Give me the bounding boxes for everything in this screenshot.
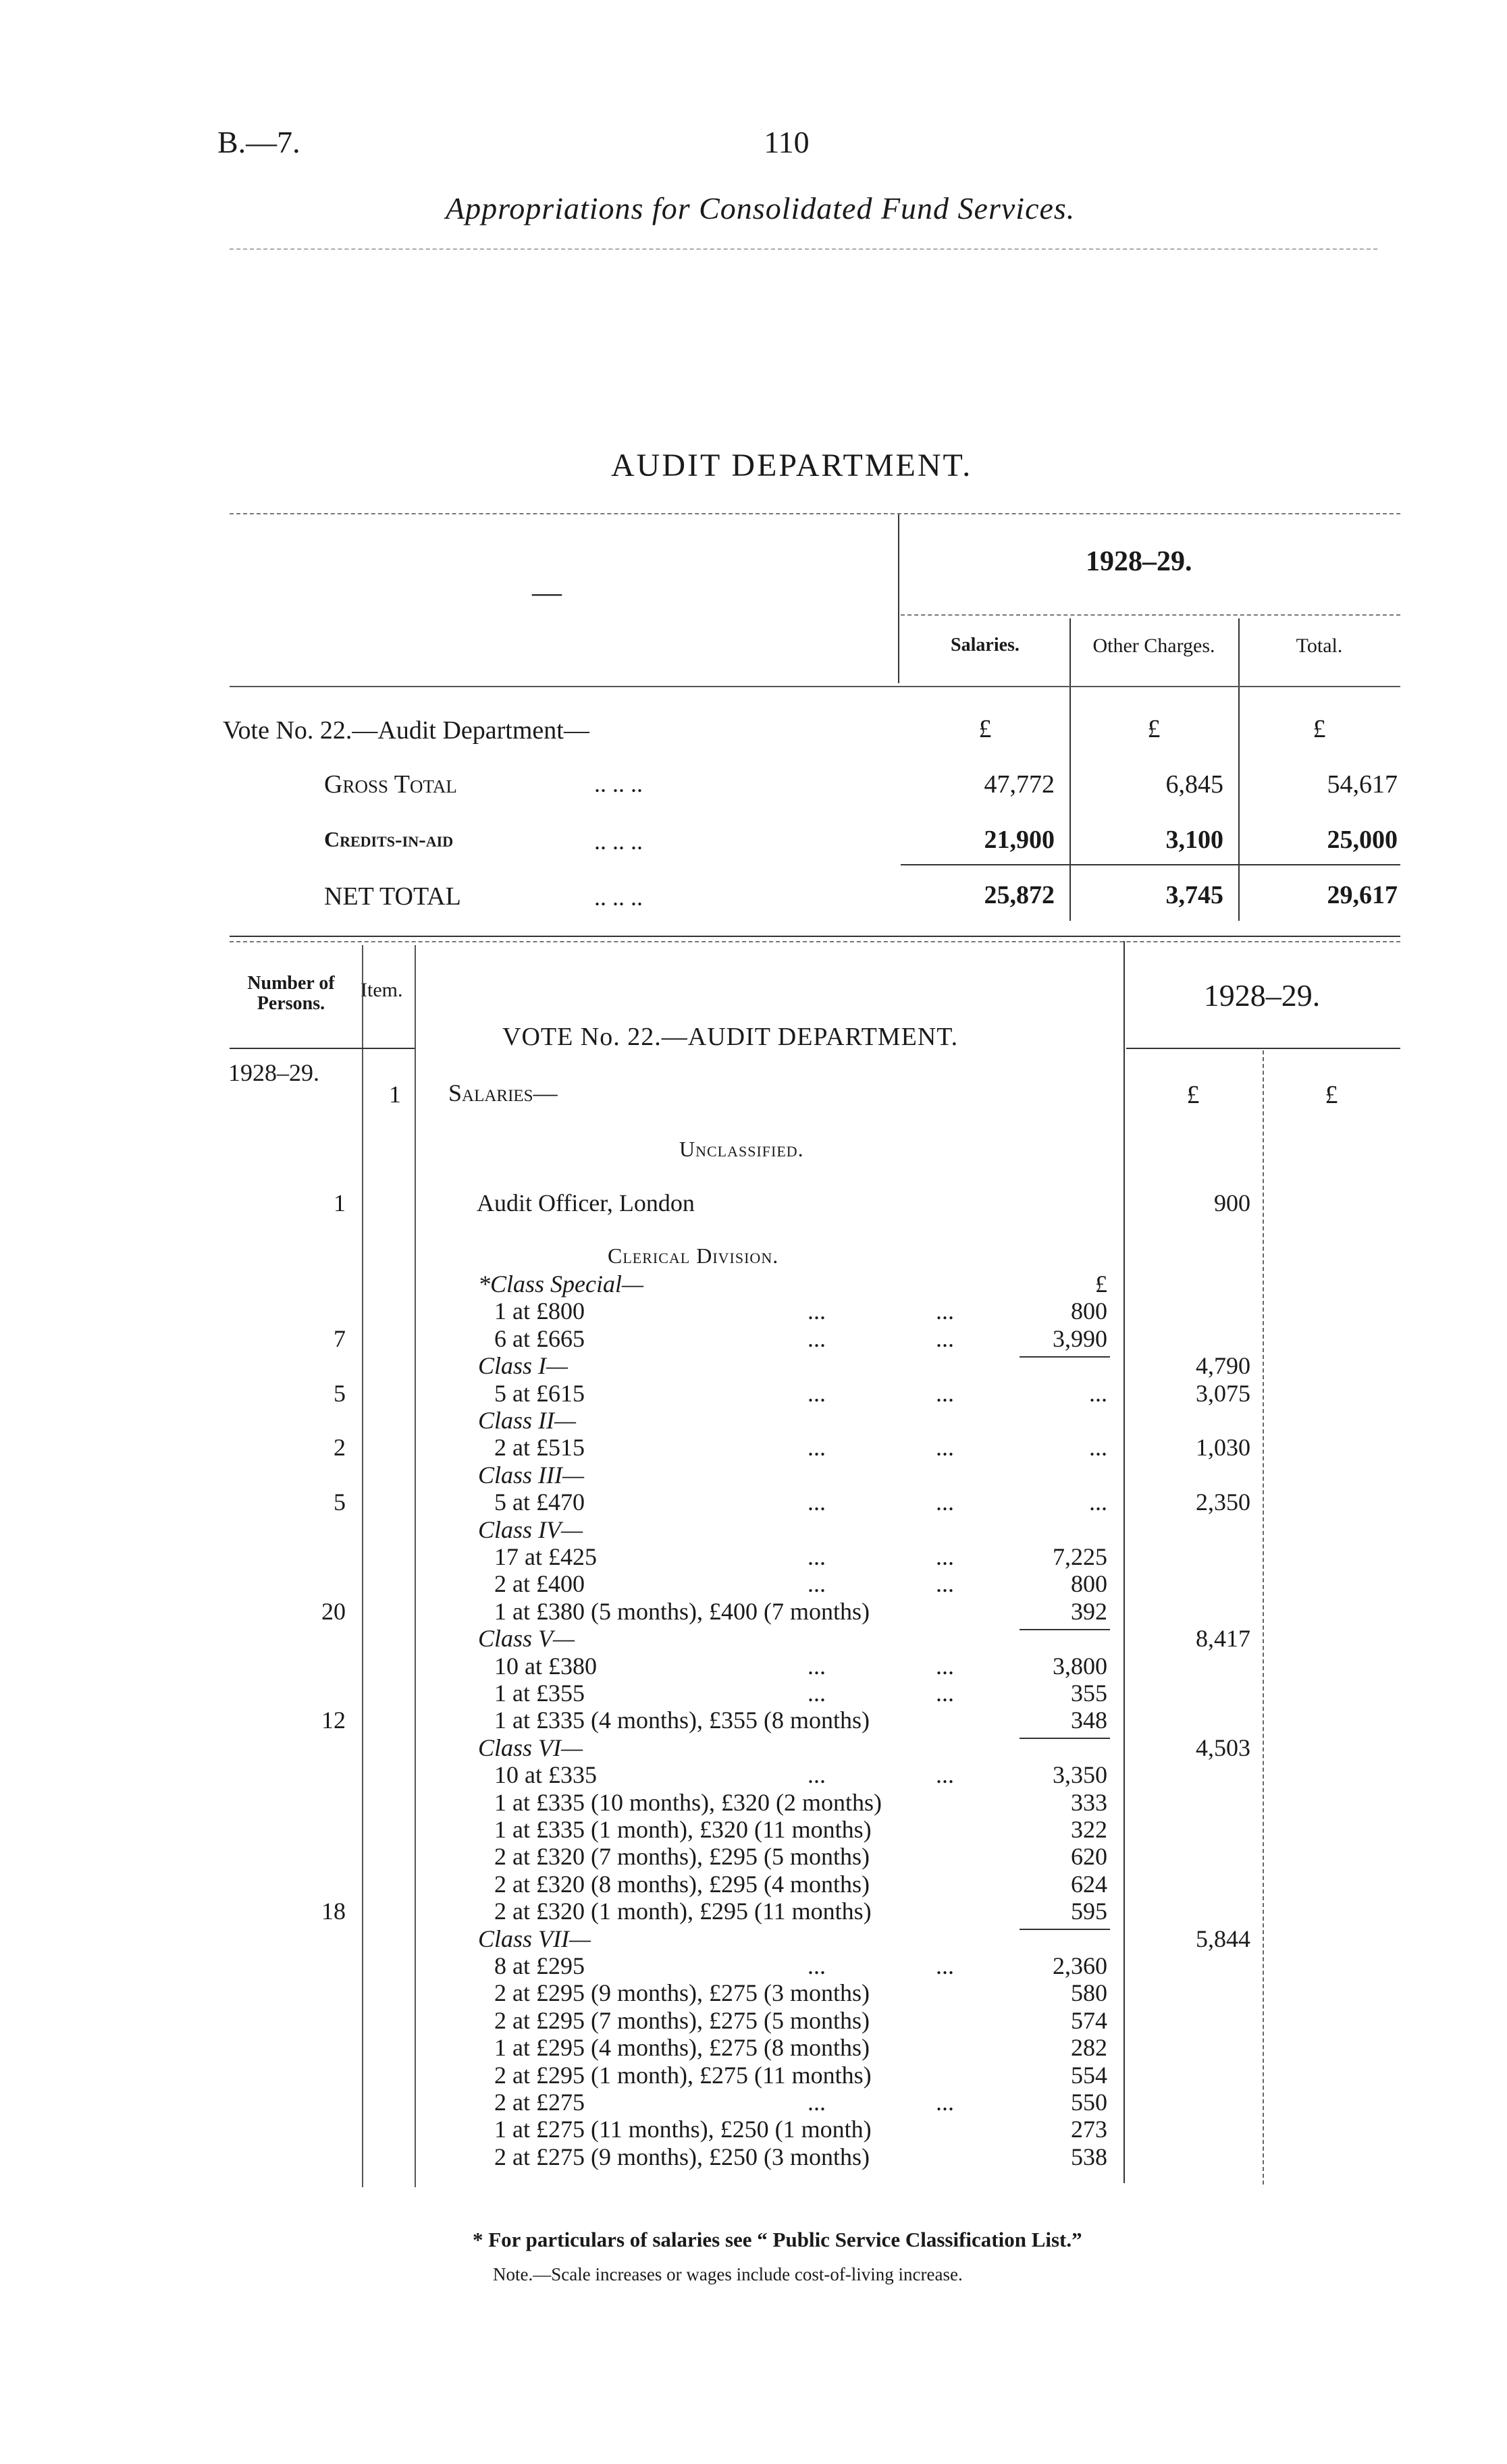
salary-line-text: 17 at £425 — [494, 1543, 597, 1570]
currency-total: £ — [1313, 715, 1326, 743]
salary-line-text: 2 at £320 (7 months), £295 (5 months) — [494, 1843, 870, 1871]
summary-leader: .. .. .. — [594, 828, 643, 855]
clerical-heading: Clerical Division. — [608, 1243, 779, 1268]
leader-dots: ... — [808, 1570, 826, 1598]
leader-dots: ... — [808, 1379, 826, 1407]
inner-amount: 355 — [1071, 1680, 1107, 1707]
currency-salaries: £ — [978, 715, 992, 743]
inner-amount: 574 — [1071, 2006, 1107, 2034]
inner-amount: 273 — [1071, 2116, 1107, 2143]
leader-dots: ... — [808, 1434, 826, 1462]
salary-line-text: 1 at £335 (10 months), £320 (2 months) — [494, 1788, 882, 1816]
department-title: AUDIT DEPARTMENT. — [611, 448, 973, 483]
total-amount: 1,030 — [1196, 1434, 1250, 1462]
persons-count: 18 — [321, 1898, 346, 1925]
salary-line-text: 2 at £295 (9 months), £275 (3 months) — [494, 1979, 870, 2007]
currency-other: £ — [1147, 715, 1161, 743]
salary-line-text: 1 at £800 — [494, 1297, 585, 1325]
salary-line-text: 8 at £295 — [494, 1952, 585, 1979]
class-heading: *Class Special— — [478, 1270, 644, 1297]
inner-amount: 3,350 — [1053, 1761, 1107, 1789]
persons-header-rule — [230, 1048, 415, 1049]
total-amount: 8,417 — [1196, 1625, 1250, 1653]
subtotal-rule — [1020, 1738, 1110, 1739]
inner-amount: 595 — [1071, 1898, 1107, 1925]
total-amount: 4,790 — [1196, 1352, 1250, 1380]
unclassified-heading: Unclassified. — [679, 1137, 804, 1161]
inner-amount: 624 — [1071, 1870, 1107, 1898]
credits-other: 3,100 — [1165, 826, 1223, 854]
salary-line-text: 10 at £335 — [494, 1761, 597, 1789]
class-heading: Class V— — [478, 1625, 575, 1653]
leader-dots: ... — [936, 1324, 954, 1352]
credits-salaries: 21,900 — [984, 826, 1055, 854]
inner-amount: 322 — [1071, 1816, 1107, 1843]
detail-year: 1928–29. — [1203, 978, 1321, 1013]
item-number: 1 — [389, 1081, 401, 1108]
page-ref: B.—7. — [217, 125, 300, 159]
summary-vote-label: Vote No. 22.—Audit Department— — [223, 716, 589, 745]
summary-row-label: Gross Total — [324, 770, 457, 799]
inner-amount: 538 — [1071, 2143, 1107, 2170]
class-heading: Class VII— — [478, 1925, 591, 1952]
leader-dots: ... — [936, 1570, 954, 1598]
subtotal-rule — [1020, 1929, 1110, 1930]
leader-dots: ... — [936, 1379, 954, 1407]
currency-col-1: £ — [1186, 1081, 1200, 1109]
summary-row-label: Credits-in-aid — [324, 827, 454, 851]
leader-dots: ... — [936, 1952, 954, 1979]
salary-line-text: 6 at £665 — [494, 1324, 585, 1352]
detail-top-rule — [230, 941, 1400, 942]
summary-leader: .. .. .. — [594, 770, 643, 797]
summary-row-label: NET TOTAL — [324, 882, 461, 911]
inner-amount: £ — [1095, 1270, 1107, 1297]
leader-dots: ... — [936, 2089, 954, 2116]
leader-dots: ... — [936, 1761, 954, 1789]
inner-amount: 3,800 — [1053, 1652, 1107, 1680]
total-amount: 900 — [1214, 1189, 1250, 1216]
leader-dots: ... — [936, 1652, 954, 1680]
col-salaries: Salaries. — [951, 635, 1020, 655]
salary-line-text: 1 at £335 (1 month), £320 (11 months) — [494, 1816, 872, 1843]
summary-bottom-rule — [230, 936, 1400, 937]
col-number-of-persons: Number of Persons. — [247, 973, 335, 1014]
col-total: Total. — [1296, 635, 1343, 657]
leader-dots: ... — [936, 1543, 954, 1570]
salary-line-text: 5 at £470 — [494, 1489, 585, 1516]
summary-divider — [898, 514, 899, 683]
persons-col-line — [362, 945, 363, 2187]
inner-amount: 620 — [1071, 1843, 1107, 1871]
summary-stub-dash: — — [532, 576, 562, 609]
leader-dots: ... — [808, 1652, 826, 1680]
salary-line-text: 1 at £355 — [494, 1680, 585, 1707]
footnote-classification: * For particulars of salaries see “ Public Service Classification List.” — [473, 2228, 1082, 2251]
salary-line-text: 1 at £380 (5 months), £400 (7 months) — [494, 1597, 870, 1625]
subtotal-rule — [1020, 1356, 1110, 1358]
salary-line-text: 1 at £295 (4 months), £275 (8 months) — [494, 2034, 870, 2062]
leader-dots: ... — [808, 2089, 826, 2116]
subtitle-rule — [230, 248, 1377, 250]
page-subtitle: Appropriations for Consolidated Fund Services. — [446, 191, 1076, 225]
year-col-line — [1123, 941, 1125, 2183]
gross-other: 6,845 — [1165, 770, 1223, 799]
subtotal-rule — [1020, 1629, 1110, 1630]
inner-amount: 550 — [1071, 2089, 1107, 2116]
persons-count: 7 — [334, 1324, 346, 1352]
item-col-line — [415, 945, 416, 2187]
inner-amount: 3,990 — [1053, 1324, 1107, 1352]
vote-heading: VOTE No. 22.—AUDIT DEPARTMENT. — [502, 1023, 959, 1051]
salary-line-text: 2 at £400 — [494, 1570, 585, 1598]
persons-count: 2 — [334, 1434, 346, 1462]
leader-dots: ... — [936, 1434, 954, 1462]
summary-header-rule — [230, 686, 1400, 687]
total-amount: 2,350 — [1196, 1489, 1250, 1516]
col-item: Item. — [361, 979, 403, 1001]
year-underline — [1126, 1048, 1400, 1049]
leader-dots: ... — [936, 1680, 954, 1707]
persons-count: 12 — [321, 1707, 346, 1734]
class-heading: Class IV— — [478, 1516, 583, 1543]
salary-line-text: 2 at £295 (1 month), £275 (11 months) — [494, 2061, 872, 2089]
inner-amount: 580 — [1071, 1979, 1107, 2007]
salaries-label: Salaries— — [448, 1079, 558, 1106]
total-amount: 5,844 — [1196, 1925, 1250, 1952]
salary-line-text: 10 at £380 — [494, 1652, 597, 1680]
inner-amount: ... — [1089, 1379, 1107, 1407]
leader-dots: ... — [808, 1680, 826, 1707]
class-heading: Class I— — [478, 1352, 569, 1380]
leader-dots: ... — [936, 1489, 954, 1516]
leader-dots: ... — [808, 1761, 826, 1789]
leader-dots: ... — [808, 1297, 826, 1325]
salary-line-text: 2 at £275 — [494, 2089, 585, 2116]
inner-amount: ... — [1089, 1434, 1107, 1462]
inner-amount: 333 — [1071, 1788, 1107, 1816]
salary-line-text: 2 at £320 (1 month), £295 (11 months) — [494, 1898, 872, 1925]
salary-line-text: 2 at £515 — [494, 1434, 585, 1462]
net-salaries: 25,872 — [984, 881, 1055, 909]
col-other-charges: Other Charges. — [1092, 635, 1215, 657]
inner-amount: 348 — [1071, 1707, 1107, 1734]
leader-dots: ... — [808, 1952, 826, 1979]
inner-amount: 800 — [1071, 1297, 1107, 1325]
inner-amount: 282 — [1071, 2034, 1107, 2062]
persons-count: 5 — [334, 1489, 346, 1516]
leader-dots: ... — [936, 1297, 954, 1325]
salary-line-text: 5 at £615 — [494, 1379, 585, 1407]
summary-year: 1928–29. — [1086, 546, 1192, 577]
persons-count: 5 — [334, 1379, 346, 1407]
amount-col-line — [1263, 1050, 1264, 2185]
inner-amount: 800 — [1071, 1570, 1107, 1598]
inner-amount: ... — [1089, 1489, 1107, 1516]
class-heading: Class VI— — [478, 1734, 583, 1761]
total-amount: 3,075 — [1196, 1379, 1250, 1407]
gross-total: 54,617 — [1327, 770, 1398, 799]
summary-leader: .. .. .. — [594, 884, 643, 911]
gross-salaries: 47,772 — [984, 770, 1055, 799]
class-heading: Class III— — [478, 1461, 585, 1489]
leader-dots: ... — [808, 1543, 826, 1570]
net-other: 3,745 — [1165, 881, 1223, 909]
leader-dots: ... — [808, 1489, 826, 1516]
footnote-note: Note.—Scale increases or wages include cost-of-living increase. — [493, 2264, 963, 2284]
net-total: 29,617 — [1327, 881, 1398, 909]
persons-year: 1928–29. — [228, 1059, 319, 1086]
inner-amount: 554 — [1071, 2061, 1107, 2089]
salary-line-text: 1 at £275 (11 months), £250 (1 month) — [494, 2116, 872, 2143]
salary-line-text: 2 at £275 (9 months), £250 (3 months) — [494, 2143, 870, 2170]
inner-amount: 392 — [1071, 1597, 1107, 1625]
summary-top-rule — [230, 513, 1400, 514]
total-amount: 4,503 — [1196, 1734, 1250, 1761]
summary-year-rule — [901, 614, 1400, 616]
salary-line-text: 1 at £335 (4 months), £355 (8 months) — [494, 1707, 870, 1734]
salary-line-text: 2 at £320 (8 months), £295 (4 months) — [494, 1870, 870, 1898]
class-heading: Class II— — [478, 1407, 577, 1434]
currency-col-2: £ — [1325, 1081, 1338, 1109]
inner-amount: 7,225 — [1053, 1543, 1107, 1570]
persons-count: 1 — [334, 1189, 346, 1216]
salary-line-text: 2 at £295 (7 months), £275 (5 months) — [494, 2006, 870, 2034]
page-number: 110 — [764, 125, 810, 159]
inner-amount: 2,360 — [1053, 1952, 1107, 1979]
summary-net-rule — [901, 864, 1400, 865]
persons-count: 20 — [321, 1597, 346, 1625]
leader-dots: ... — [808, 1324, 826, 1352]
salary-line-text: Audit Officer, London — [477, 1189, 695, 1216]
credits-total: 25,000 — [1327, 826, 1398, 854]
